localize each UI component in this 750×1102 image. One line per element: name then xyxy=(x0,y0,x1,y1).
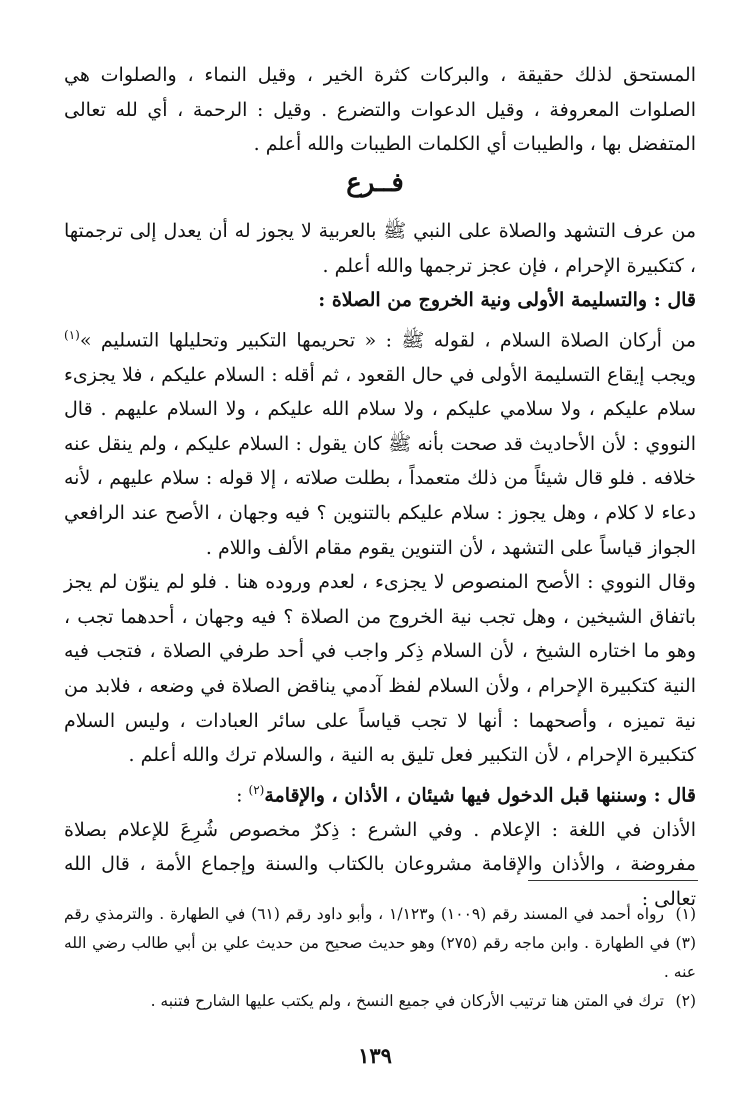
footnote-1 xyxy=(64,900,696,987)
top-paragraph-block xyxy=(64,58,696,162)
footnote-ref-1: (١) xyxy=(64,327,80,342)
footnote-divider xyxy=(528,880,698,881)
paragraph-intro: المستحق لذلك حقيقة ، والبركات كثرة الخير ، وقيل النماء ، والصلوات هي الصلوات المعروفة ، وقيل الدعوات والتضرع . وقيل : الرحمة ، أي لله تعالى المتفضل بها ، والطيبات أي الكلمات الطيبات والله أعلم . xyxy=(64,64,696,156)
paragraph-nawawi: وقال النووي : الأصح المنصوص لا يجزىء ، لعدم وروده هنا . فلو لم ينوّن لم يجز باتفاق الشيخين ، وهل تجب نية الخروج من الصلاة ؟ فيه وجهان ، أحدهما تجب ، وهو ما اختاره الشيخ ، لأن السلام ذِكر واجب في أحد طرفي الصلاة ، فتجب فيه النية كتكبيرة الإحرام ، ولأن السلام لفظ آدمي يناقض الصلاة في وضعه ، فلابد من نية تميزه ، وأصحهما : أنها لا تجب قياساً على سائر العبادات ، وليس السلام كتكبيرة الإحرام ، لأن التكبير فعل تليق به النية ، والسلام ترك والله أعلم . xyxy=(64,571,696,767)
page-number: ١٣٩ xyxy=(358,1043,392,1068)
qala-heading-2-text: قال : وسننها قبل الدخول فيها شيئان ، الأذان ، والإقامة xyxy=(264,784,696,807)
footnote-2-text: ترك في المتن هنا ترتيب الأركان في جميع النسخ ، ولم يكتب عليها الشارح فتنبه . xyxy=(150,992,664,1010)
footnote-1-number: (١) xyxy=(675,905,696,923)
paragraph-far: من عرف التشهد والصلاة على النبي ﷺ بالعربية لا يجوز له أن يعدل إلى ترجمتها ، كتكبيرة الإحرام ، فإن عجز ترجمها والله أعلم . xyxy=(64,220,696,277)
footnote-2-number: (٢) xyxy=(675,992,696,1010)
footnote-ref-2: (٢) xyxy=(248,782,265,797)
paragraph-arkan-text: من أركان الصلاة السلام ، لقوله ﷺ : « تحريمها التكبير وتحليلها التسليم » xyxy=(79,329,696,352)
footnote-2 xyxy=(64,987,696,1016)
footnote-1-text: رواه أحمد في المسند رقم (١٠٠٩) و١/١٢٣ ، وأبو داود رقم (٦١) في الطهارة . والترمذي رقم (٣) في الطهارة . وابن ماجه رقم (٢٧٥) وهو حديث صحيح من حديث علي بن أبي طالب رضي الله عنه . xyxy=(64,905,696,981)
paragraph-arkan-continued: ويجب إيقاع التسليمة الأولى في حال القعود ، ثم أقله : السلام عليكم ، فلا يجزىء سلام عليكم ، ولا سلامي عليكم ، ولا سلام الله عليكم ، ولا السلام عليهم . قال النووي : لأن الأحاديث قد صحت بأنه ﷺ كان يقول : السلام عليكم ، ولم ينقل عنه خلافه . فلو قال شيئاً من ذلك متعمداً ، بطلت صلاته ، إلا قوله : سلام عليهم ، لأنه دعاء لا كلام ، وهل يجوز : سلام عليكم بالتنوين ؟ فيه وجهان ، الأصح عند الرافعي الجواز قياساً على التشهد ، لأن التنوين يقوم مقام الألف واللام . xyxy=(64,363,696,559)
qala-heading-1-text: قال : والتسليمة الأولى ونية الخروج من الصلاة : xyxy=(318,289,696,312)
paragraph-adhan: الأذان في اللغة : الإعلام . وفي الشرع : ذِكرٌ مخصوص شُرِعَ للإعلام بصلاة مفروضة ، والأذان والإقامة مشروعان بالكتاب والسنة وإجماع الأمة ، قال الله تعالى : xyxy=(64,818,696,910)
section-heading: فــرع xyxy=(346,168,404,198)
body-text-block xyxy=(64,214,696,917)
footnotes-block xyxy=(64,900,696,1016)
qala-heading-2-end: : xyxy=(236,784,249,807)
paragraph-arkan xyxy=(64,318,696,565)
qala-heading-2 xyxy=(64,773,696,813)
qala-heading-1 xyxy=(64,283,696,318)
